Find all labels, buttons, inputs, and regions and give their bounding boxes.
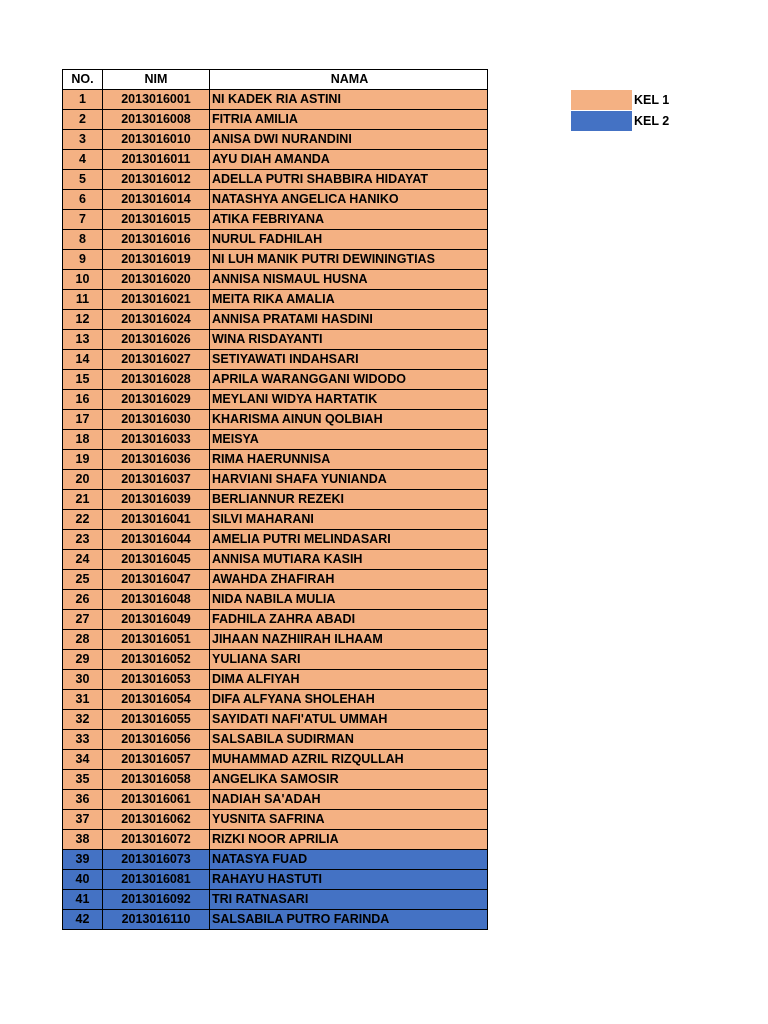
name-cell[interactable]: JIHAAN NAZHIIRAH ILHAAM — [210, 630, 488, 650]
row-number-cell[interactable]: 12 — [63, 310, 103, 330]
nim-cell[interactable]: 2013016011 — [103, 150, 210, 170]
legend-swatch — [571, 90, 632, 110]
row-number-cell[interactable]: 24 — [63, 550, 103, 570]
legend-item-kel1 — [571, 90, 669, 111]
name-cell[interactable]: MEITA RIKA AMALIA — [210, 290, 488, 310]
name-cell[interactable]: KHARISMA AINUN QOLBIAH — [210, 410, 488, 430]
table-row — [63, 550, 488, 570]
nim-cell[interactable]: 2013016056 — [103, 730, 210, 750]
nim-cell[interactable]: 2013016055 — [103, 710, 210, 730]
nim-cell[interactable]: 2013016051 — [103, 630, 210, 650]
name-cell[interactable]: ANNISA NISMAUL HUSNA — [210, 270, 488, 290]
table-row — [63, 110, 488, 130]
row-number-cell[interactable]: 8 — [63, 230, 103, 250]
table-row — [63, 590, 488, 610]
row-number-cell[interactable]: 26 — [63, 590, 103, 610]
name-cell[interactable]: YULIANA SARI — [210, 650, 488, 670]
row-number-cell[interactable]: 29 — [63, 650, 103, 670]
row-number-cell[interactable]: 11 — [63, 290, 103, 310]
row-number-cell[interactable]: 18 — [63, 430, 103, 450]
table-row — [63, 310, 488, 330]
row-number-cell[interactable]: 10 — [63, 270, 103, 290]
nim-cell[interactable]: 2013016027 — [103, 350, 210, 370]
name-cell[interactable]: NURUL FADHILAH — [210, 230, 488, 250]
table-row — [63, 690, 488, 710]
name-cell[interactable]: MEISYA — [210, 430, 488, 450]
table-row — [63, 570, 488, 590]
table-row — [63, 330, 488, 350]
nim-cell[interactable]: 2013016047 — [103, 570, 210, 590]
table-row — [63, 610, 488, 630]
table-row — [63, 710, 488, 730]
row-number-cell[interactable]: 33 — [63, 730, 103, 750]
nim-cell[interactable]: 2013016019 — [103, 250, 210, 270]
name-cell[interactable]: TRI RATNASARI — [210, 890, 488, 910]
row-number-cell[interactable]: 23 — [63, 530, 103, 550]
row-number-cell[interactable]: 16 — [63, 390, 103, 410]
name-cell[interactable]: AWAHDA ZHAFIRAH — [210, 570, 488, 590]
header-nama[interactable]: NAMA — [210, 70, 488, 90]
row-number-cell[interactable]: 22 — [63, 510, 103, 530]
nim-cell[interactable]: 2013016081 — [103, 870, 210, 890]
table-body — [63, 90, 488, 930]
row-number-cell[interactable]: 30 — [63, 670, 103, 690]
table-row — [63, 130, 488, 150]
name-cell[interactable]: AMELIA PUTRI MELINDASARI — [210, 530, 488, 550]
row-number-cell[interactable]: 9 — [63, 250, 103, 270]
table-row — [63, 790, 488, 810]
nim-cell[interactable]: 2013016049 — [103, 610, 210, 630]
nim-cell[interactable]: 2013016026 — [103, 330, 210, 350]
table-row — [63, 270, 488, 290]
table-row — [63, 150, 488, 170]
name-cell[interactable]: APRILA WARANGGANI WIDODO — [210, 370, 488, 390]
nim-cell[interactable]: 2013016053 — [103, 670, 210, 690]
nim-cell[interactable]: 2013016036 — [103, 450, 210, 470]
table-row — [63, 430, 488, 450]
table-row — [63, 370, 488, 390]
table-row — [63, 490, 488, 510]
name-cell[interactable]: FITRIA AMILIA — [210, 110, 488, 130]
row-number-cell[interactable]: 5 — [63, 170, 103, 190]
name-cell[interactable]: ANNISA MUTIARA KASIH — [210, 550, 488, 570]
row-number-cell[interactable]: 40 — [63, 870, 103, 890]
table-row — [63, 630, 488, 650]
header-nim[interactable]: NIM — [103, 70, 210, 90]
name-cell[interactable]: DIFA ALFYANA SHOLEHAH — [210, 690, 488, 710]
table-row — [63, 210, 488, 230]
nim-cell[interactable]: 2013016044 — [103, 530, 210, 550]
nim-cell[interactable]: 2013016008 — [103, 110, 210, 130]
nim-cell[interactable]: 2013016052 — [103, 650, 210, 670]
table-row — [63, 170, 488, 190]
row-number-cell[interactable]: 41 — [63, 890, 103, 910]
table-row — [63, 510, 488, 530]
row-number-cell[interactable]: 42 — [63, 910, 103, 930]
name-cell[interactable]: MEYLANI WIDYA HARTATIK — [210, 390, 488, 410]
name-cell[interactable]: SETIYAWATI INDAHSARI — [210, 350, 488, 370]
table-row — [63, 750, 488, 770]
name-cell[interactable]: NI KADEK RIA ASTINI — [210, 90, 488, 110]
legend-label: KEL 1 — [634, 93, 670, 108]
table-row — [63, 90, 488, 110]
row-number-cell[interactable]: 37 — [63, 810, 103, 830]
name-cell[interactable]: NATASHYA ANGELICA HANIKO — [210, 190, 488, 210]
row-number-cell[interactable]: 13 — [63, 330, 103, 350]
table-row — [63, 910, 488, 930]
name-cell[interactable]: SAYIDATI NAFI'ATUL UMMAH — [210, 710, 488, 730]
nim-cell[interactable]: 2013016062 — [103, 810, 210, 830]
name-cell[interactable]: BERLIANNUR REZEKI — [210, 490, 488, 510]
nim-cell[interactable]: 2013016045 — [103, 550, 210, 570]
row-number-cell[interactable]: 34 — [63, 750, 103, 770]
nim-cell[interactable]: 2013016030 — [103, 410, 210, 430]
name-cell[interactable]: ANGELIKA SAMOSIR — [210, 770, 488, 790]
group-legend — [571, 90, 669, 131]
name-cell[interactable]: ADELLA PUTRI SHABBIRA HIDAYAT — [210, 170, 488, 190]
header-row — [63, 70, 488, 90]
nim-cell[interactable]: 2013016033 — [103, 430, 210, 450]
name-cell[interactable]: ANISA DWI NURANDINI — [210, 130, 488, 150]
table-row — [63, 190, 488, 210]
row-number-cell[interactable]: 4 — [63, 150, 103, 170]
table-row — [63, 870, 488, 890]
row-number-cell[interactable]: 21 — [63, 490, 103, 510]
table-row — [63, 410, 488, 430]
nim-cell[interactable]: 2013016110 — [103, 910, 210, 930]
table-row — [63, 350, 488, 370]
nim-cell[interactable]: 2013016041 — [103, 510, 210, 530]
nim-cell[interactable]: 2013016028 — [103, 370, 210, 390]
name-cell[interactable]: ATIKA FEBRIYANA — [210, 210, 488, 230]
name-cell[interactable]: RIMA HAERUNNISA — [210, 450, 488, 470]
table-row — [63, 470, 488, 490]
table-row — [63, 450, 488, 470]
row-number-cell[interactable]: 20 — [63, 470, 103, 490]
table-row — [63, 390, 488, 410]
row-number-cell[interactable]: 35 — [63, 770, 103, 790]
nim-cell[interactable]: 2013016072 — [103, 830, 210, 850]
table-row — [63, 230, 488, 250]
row-number-cell[interactable]: 7 — [63, 210, 103, 230]
name-cell[interactable]: DIMA ALFIYAH — [210, 670, 488, 690]
nim-cell[interactable]: 2013016014 — [103, 190, 210, 210]
nim-cell[interactable]: 2013016010 — [103, 130, 210, 150]
nim-cell[interactable]: 2013016048 — [103, 590, 210, 610]
table-row — [63, 670, 488, 690]
row-number-cell[interactable]: 2 — [63, 110, 103, 130]
table-row — [63, 530, 488, 550]
table-row — [63, 650, 488, 670]
name-cell[interactable]: NATASYA FUAD — [210, 850, 488, 870]
nim-cell[interactable]: 2013016037 — [103, 470, 210, 490]
row-number-cell[interactable]: 17 — [63, 410, 103, 430]
nim-cell[interactable]: 2013016092 — [103, 890, 210, 910]
row-number-cell[interactable]: 36 — [63, 790, 103, 810]
name-cell[interactable]: MUHAMMAD AZRIL RIZQULLAH — [210, 750, 488, 770]
name-cell[interactable]: SALSABILA SUDIRMAN — [210, 730, 488, 750]
legend-item-kel2 — [571, 111, 669, 132]
table-row — [63, 250, 488, 270]
table-row — [63, 850, 488, 870]
legend-label: KEL 2 — [634, 113, 670, 128]
table-row — [63, 890, 488, 910]
legend-swatch — [571, 111, 632, 131]
table-row — [63, 830, 488, 850]
nim-cell[interactable]: 2013016015 — [103, 210, 210, 230]
row-number-cell[interactable]: 19 — [63, 450, 103, 470]
name-cell[interactable]: NADIAH SA'ADAH — [210, 790, 488, 810]
nim-cell[interactable]: 2013016016 — [103, 230, 210, 250]
row-number-cell[interactable]: 32 — [63, 710, 103, 730]
nim-cell[interactable]: 2013016020 — [103, 270, 210, 290]
nim-cell[interactable]: 2013016001 — [103, 90, 210, 110]
row-number-cell[interactable]: 27 — [63, 610, 103, 630]
row-number-cell[interactable]: 28 — [63, 630, 103, 650]
name-cell[interactable]: SILVI MAHARANI — [210, 510, 488, 530]
nim-cell[interactable]: 2013016057 — [103, 750, 210, 770]
row-number-cell[interactable]: 39 — [63, 850, 103, 870]
nim-cell[interactable]: 2013016012 — [103, 170, 210, 190]
row-number-cell[interactable]: 14 — [63, 350, 103, 370]
nim-cell[interactable]: 2013016039 — [103, 490, 210, 510]
row-number-cell[interactable]: 25 — [63, 570, 103, 590]
nim-cell[interactable]: 2013016029 — [103, 390, 210, 410]
table-row — [63, 770, 488, 790]
row-number-cell[interactable]: 31 — [63, 690, 103, 710]
table-row — [63, 730, 488, 750]
name-cell[interactable]: FADHILA ZAHRA ABADI — [210, 610, 488, 630]
header-no[interactable]: NO. — [63, 70, 103, 90]
table-row — [63, 290, 488, 310]
nim-cell[interactable]: 2013016061 — [103, 790, 210, 810]
name-cell[interactable]: HARVIANI SHAFA YUNIANDA — [210, 470, 488, 490]
row-number-cell[interactable]: 38 — [63, 830, 103, 850]
nim-cell[interactable]: 2013016073 — [103, 850, 210, 870]
row-number-cell[interactable]: 6 — [63, 190, 103, 210]
name-cell[interactable]: YUSNITA SAFRINA — [210, 810, 488, 830]
name-cell[interactable]: SALSABILA PUTRO FARINDA — [210, 910, 488, 930]
nim-cell[interactable]: 2013016058 — [103, 770, 210, 790]
name-cell[interactable]: WINA RISDAYANTI — [210, 330, 488, 350]
name-cell[interactable]: NI LUH MANIK PUTRI DEWININGTIAS — [210, 250, 488, 270]
row-number-cell[interactable]: 3 — [63, 130, 103, 150]
name-cell[interactable]: AYU DIAH AMANDA — [210, 150, 488, 170]
table-row — [63, 810, 488, 830]
row-number-cell[interactable]: 1 — [63, 90, 103, 110]
student-group-table — [62, 69, 488, 930]
nim-cell[interactable]: 2013016024 — [103, 310, 210, 330]
row-number-cell[interactable]: 15 — [63, 370, 103, 390]
nim-cell[interactable]: 2013016054 — [103, 690, 210, 710]
name-cell[interactable]: ANNISA PRATAMI HASDINI — [210, 310, 488, 330]
name-cell[interactable]: RIZKI NOOR APRILIA — [210, 830, 488, 850]
nim-cell[interactable]: 2013016021 — [103, 290, 210, 310]
name-cell[interactable]: RAHAYU HASTUTI — [210, 870, 488, 890]
name-cell[interactable]: NIDA NABILA MULIA — [210, 590, 488, 610]
